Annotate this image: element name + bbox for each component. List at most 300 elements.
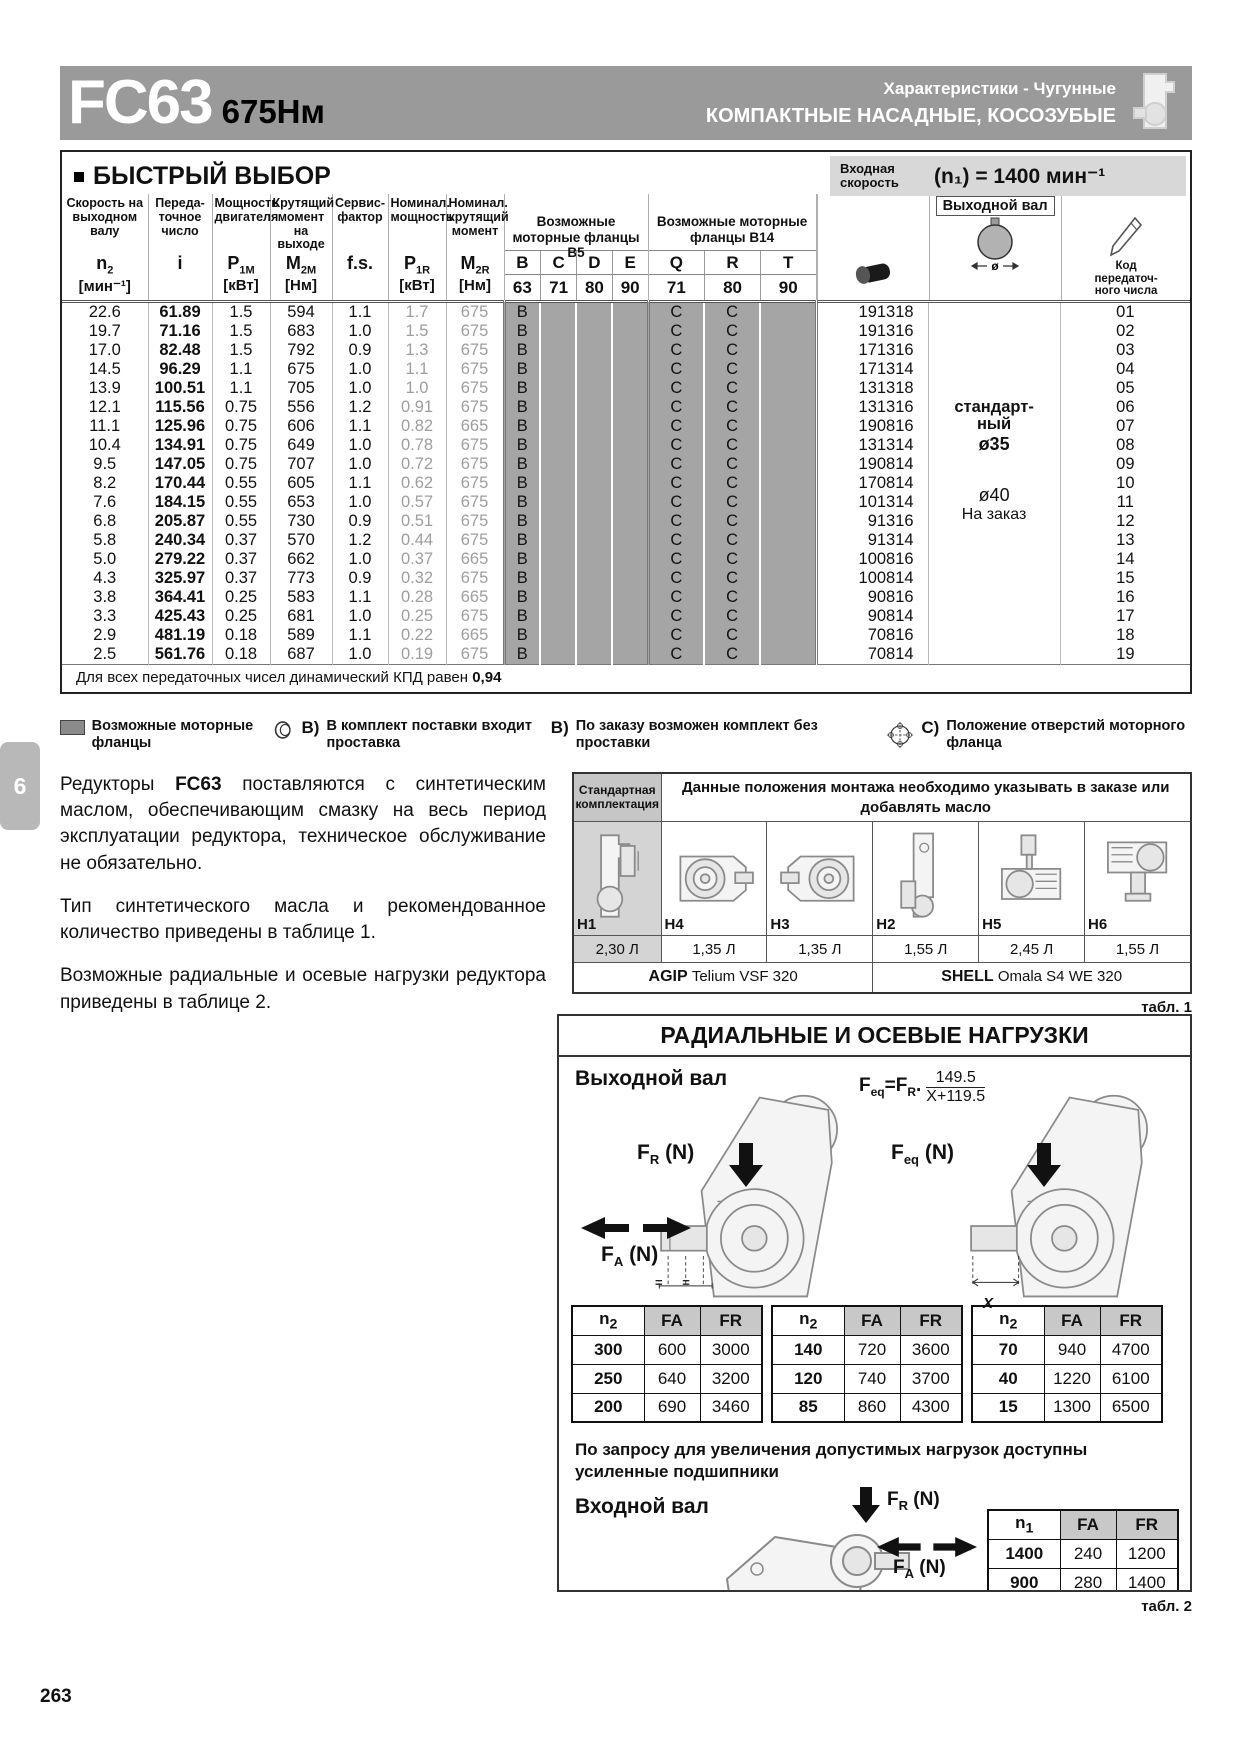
- col-title-p1m: Мощность двигателя: [214, 196, 279, 224]
- col-title-m2r: Номинал. крутящий момент: [448, 196, 509, 238]
- load-row: [572, 1393, 762, 1422]
- cell-n2: 2.5: [93, 645, 117, 663]
- cell-ratio: 115.56: [148, 398, 212, 417]
- input-speed-label: Входная скорость: [840, 161, 899, 190]
- cell-b14-80: C: [704, 607, 760, 626]
- cell-b14-90: [760, 322, 816, 341]
- cell-b5-90: [612, 302, 648, 323]
- cell-fs: 1.0: [332, 645, 388, 665]
- cell-order-code: 131316: [816, 398, 928, 417]
- load-fr: 4300: [900, 1393, 962, 1422]
- cell-ratio: 96.29: [148, 360, 212, 379]
- load-fr: 6500: [1100, 1393, 1162, 1422]
- cell-b14-80: C: [704, 512, 760, 531]
- cell-b5-63: B: [504, 322, 540, 341]
- cell-b5-90: [612, 607, 648, 626]
- oil-h4: 1,35 Л: [661, 936, 767, 963]
- cell-fs: 1.1: [332, 302, 388, 323]
- position-h3: H3: [767, 822, 873, 936]
- b14-flange-group-header: [648, 194, 816, 302]
- cell-m2m: 589: [270, 626, 332, 645]
- cell-m2r: 675: [446, 569, 504, 588]
- cell-m2r: 675: [446, 398, 504, 417]
- cell-b14-80: C: [704, 398, 760, 417]
- cell-p1r: 0.19: [388, 645, 446, 665]
- load-col-n2: $n_2$: [572, 1306, 644, 1335]
- cell-ratio-code: 01: [1060, 302, 1190, 323]
- cell-b5-71: [540, 322, 576, 341]
- b5-sizes-row: 63 71 80 90: [505, 274, 648, 300]
- cell-b5-90: [612, 455, 648, 474]
- cell-p1r: 0.28: [388, 588, 446, 607]
- mounting-note: Данные положения монтажа необходимо указывать в заказе или добавлять масло: [661, 773, 1191, 822]
- cell-n2: 3.3: [93, 607, 117, 625]
- cell-n2: 10.4: [88, 436, 121, 454]
- position-h4: H4: [661, 822, 767, 936]
- pencil-icon: [1109, 216, 1143, 260]
- cell-p1r: 0.44: [388, 531, 446, 550]
- shaft-note-d40: ø40: [978, 484, 1010, 505]
- cell-m2m: 662: [270, 550, 332, 569]
- cell-order-code: 70814: [816, 645, 928, 665]
- load-fa: 720: [844, 1335, 900, 1364]
- cell-p1m: 0.18: [212, 645, 270, 665]
- col-unit-fs: [333, 277, 388, 300]
- cell-p1r: 0.32: [388, 569, 446, 588]
- cell-ratio: 325.97: [148, 569, 212, 588]
- cell-b14-90: [760, 436, 816, 455]
- intro-text: [60, 772, 546, 1033]
- col-sym-ratio: i: [177, 253, 183, 273]
- input-fa-double-arrow: [877, 1535, 977, 1559]
- cell-b14-80: C: [704, 341, 760, 360]
- mounting-h1-icon: [574, 830, 660, 922]
- header-subtitle: [706, 79, 1116, 128]
- legend-flange-holes: [886, 718, 1192, 752]
- oil-brand-row: [573, 963, 1191, 993]
- cell-ratio: 364.41: [148, 588, 212, 607]
- cell-n2: 17.0: [88, 341, 121, 359]
- cell-p1r: 1.7: [388, 302, 446, 323]
- load-fr: 3000: [700, 1335, 762, 1364]
- shaft-end-icon: [817, 194, 929, 300]
- cell-b5-80: [576, 398, 612, 417]
- feq-formula: $F_{eq}=F_R$. $\frac{149.5}{X+119.5}$: [859, 1069, 986, 1105]
- gray-swatch-icon: [60, 720, 85, 735]
- cell-b5-80: [576, 417, 612, 436]
- cell-p1m: 1.5: [212, 341, 270, 360]
- legend-b1-text: В комплект поставки входит проставка: [326, 718, 532, 751]
- load-fr: 3460: [700, 1393, 762, 1422]
- cell-b5-90: [612, 588, 648, 607]
- cell-ratio: 71.16: [148, 322, 212, 341]
- intro-paragraph-1: Редукторы FC63 поставляются с синтетическим маслом, обеспечивающим смазку на весь период эксплуатации редуктора, техническое обслуживание не обязательно.: [60, 774, 546, 874]
- load-speed: 40: [972, 1364, 1044, 1393]
- cell-m2r: 675: [446, 436, 504, 455]
- cell-n2: 5.8: [93, 531, 117, 549]
- cell-b14-71: C: [648, 569, 704, 588]
- cell-m2r: 675: [446, 302, 504, 323]
- cell-b5-90: [612, 550, 648, 569]
- cell-m2m: 594: [270, 302, 332, 323]
- cell-order-code: 100814: [816, 569, 928, 588]
- cell-b14-71: C: [648, 379, 704, 398]
- cell-ratio: 61.89: [148, 302, 212, 323]
- cell-fs: 1.0: [332, 493, 388, 512]
- legend-row: [60, 718, 1192, 752]
- shaft-note-d35: ø35: [978, 433, 1010, 454]
- oil-brand-shell: SHELL Omala S4 WE 320: [873, 963, 1191, 993]
- col-unit-p1r: [кВт]: [399, 277, 435, 294]
- col-sym-p1m: $P_{1M}$: [227, 253, 255, 277]
- cell-m2m: 687: [270, 645, 332, 665]
- cell-p1r: 0.72: [388, 455, 446, 474]
- square-bullet-icon: [74, 172, 84, 182]
- cell-b14-71: C: [648, 645, 704, 665]
- cell-p1m: 1.1: [212, 379, 270, 398]
- cell-b5-80: [576, 379, 612, 398]
- quick-selection-title-text: БЫСТРЫЙ ВЫБОР: [93, 162, 331, 190]
- output-load-table-2: [771, 1305, 963, 1423]
- mounting-h3-icon: [777, 830, 863, 922]
- cell-b5-71: [540, 512, 576, 531]
- cell-b14-90: [760, 493, 816, 512]
- cell-p1m: 0.18: [212, 626, 270, 645]
- fr-force-label: $F_R$ (N): [637, 1141, 695, 1168]
- table2-caption: табл. 2: [1141, 1598, 1192, 1615]
- cell-b14-80: C: [704, 360, 760, 379]
- cell-b5-71: [540, 417, 576, 436]
- cell-fs: 1.2: [332, 531, 388, 550]
- output-shaft-section-label: Выходной вал: [575, 1067, 728, 1090]
- legend-no-spacer: [551, 718, 887, 751]
- feq-force-label: $F_{eq}$ (N): [891, 1141, 954, 1168]
- cell-b14-90: [760, 417, 816, 436]
- cell-b5-63: B: [504, 550, 540, 569]
- cell-fs: 1.1: [332, 474, 388, 493]
- cell-p1r: 1.0: [388, 379, 446, 398]
- cell-b5-71: [540, 379, 576, 398]
- fa-double-arrow: [581, 1215, 691, 1241]
- feq-down-arrow: [1025, 1143, 1063, 1189]
- cell-ratio: 205.87: [148, 512, 212, 531]
- load-col-fr: FR: [1116, 1510, 1178, 1539]
- load-col-fa: FA: [1060, 1510, 1116, 1539]
- cell-b5-80: [576, 455, 612, 474]
- cell-p1r: 0.37: [388, 550, 446, 569]
- col-header-m2m: [270, 194, 335, 302]
- b14-letters-row: Q R T: [649, 250, 816, 274]
- cell-b14-90: [760, 341, 816, 360]
- load-col-fr: FR: [900, 1306, 962, 1335]
- cell-m2m: 556: [270, 398, 332, 417]
- cell-b14-80: C: [704, 531, 760, 550]
- quick-selection-box: [60, 150, 1192, 694]
- cell-n2: 19.7: [88, 322, 121, 340]
- cell-n2: 11.1: [89, 417, 121, 435]
- cell-p1r: 0.82: [388, 417, 446, 436]
- cell-b14-71: C: [648, 474, 704, 493]
- cell-order-code: 171316: [816, 341, 928, 360]
- load-row: [772, 1364, 962, 1393]
- load-row: [988, 1539, 1178, 1568]
- cell-b14-80: C: [704, 550, 760, 569]
- cell-fs: 1.0: [332, 455, 388, 474]
- svg-text:ø: ø: [991, 259, 999, 273]
- cell-b14-90: [760, 588, 816, 607]
- load-fa: 1300: [1044, 1393, 1100, 1422]
- cell-b5-71: [540, 493, 576, 512]
- load-row: [972, 1335, 1162, 1364]
- load-row: [972, 1364, 1162, 1393]
- loads-title: РАДИАЛЬНЫЕ И ОСЕВЫЕ НАГРУЗКИ: [559, 1016, 1190, 1057]
- input-fr-force-label: $F_R$ (N): [887, 1489, 940, 1513]
- cell-n2: 6.8: [93, 512, 117, 530]
- middle-section: [60, 772, 1192, 1033]
- cell-b14-71: C: [648, 302, 704, 323]
- col-unit-ratio: [149, 277, 212, 300]
- cell-order-code: 90814: [816, 607, 928, 626]
- load-fr: 1400: [1116, 1568, 1178, 1592]
- cell-b14-80: C: [704, 436, 760, 455]
- cell-p1r: 1.5: [388, 322, 446, 341]
- col-title-fs: Сервис- фактор: [334, 196, 386, 224]
- cell-m2r: 675: [446, 474, 504, 493]
- legend-flanges-text: Возможные моторные фланцы: [91, 718, 254, 751]
- cell-b5-71: [540, 360, 576, 379]
- load-row: [772, 1393, 962, 1422]
- cell-m2r: 675: [446, 531, 504, 550]
- cell-b14-71: C: [648, 493, 704, 512]
- cell-b5-90: [612, 398, 648, 417]
- legend-flanges: [60, 718, 274, 751]
- legend-b1-mark: B): [301, 718, 320, 737]
- cell-m2r: 675: [446, 360, 504, 379]
- b5-letters-row: B C D E: [505, 250, 648, 274]
- col-sym-p1r: $P_{1R}$: [403, 253, 431, 277]
- cell-b14-71: C: [648, 531, 704, 550]
- load-fa: 640: [644, 1364, 700, 1393]
- cell-p1m: 0.75: [212, 398, 270, 417]
- load-col-n2: $n_2$: [772, 1306, 844, 1335]
- cell-b5-80: [576, 436, 612, 455]
- oil-h6: 1,55 Л: [1085, 936, 1192, 963]
- cell-fs: 0.9: [332, 569, 388, 588]
- cell-b5-90: [612, 493, 648, 512]
- load-speed: 1400: [988, 1539, 1060, 1568]
- col-unit-n2: [мин⁻¹]: [78, 278, 131, 295]
- load-row: [772, 1335, 962, 1364]
- cell-p1r: 0.22: [388, 626, 446, 645]
- cell-b5-80: [576, 302, 612, 323]
- cell-ratio-code: 18: [1060, 626, 1190, 645]
- load-row: [572, 1335, 762, 1364]
- cell-ratio-code: 12: [1060, 512, 1190, 531]
- spacer-ring-icon: [274, 718, 295, 742]
- cell-b14-90: [760, 550, 816, 569]
- cell-b5-71: [540, 531, 576, 550]
- b5-flange-group-header: [504, 194, 648, 302]
- col-header-ratio: [148, 194, 212, 302]
- cell-b5-80: [576, 360, 612, 379]
- quick-row-01: [62, 302, 1190, 323]
- cell-p1m: 0.25: [212, 588, 270, 607]
- position-h1: H1: [573, 822, 661, 936]
- load-col-fa: FA: [1044, 1306, 1100, 1335]
- oil-h2: 1,55 Л: [873, 936, 979, 963]
- cell-b14-80: C: [704, 417, 760, 436]
- cell-order-code: 191316: [816, 322, 928, 341]
- cell-b5-63: B: [504, 531, 540, 550]
- cell-m2r: 675: [446, 322, 504, 341]
- model-title: FC63: [68, 68, 212, 137]
- cell-p1m: 0.75: [212, 436, 270, 455]
- shaft-diameter-icon: [967, 216, 1023, 274]
- cell-b14-80: C: [704, 474, 760, 493]
- cell-m2m: 649: [270, 436, 332, 455]
- load-fa: 600: [644, 1335, 700, 1364]
- mounting-h4-icon: [671, 830, 757, 922]
- cell-ratio-code: 17: [1060, 607, 1190, 626]
- col-header-p1r: [388, 194, 454, 302]
- header-line1: Характеристики - Чугунные: [883, 78, 1116, 98]
- load-col-n1: $n_1$: [988, 1510, 1060, 1539]
- cell-ratio-code: 10: [1060, 474, 1190, 493]
- cell-order-code: 190814: [816, 455, 928, 474]
- cell-b5-90: [612, 360, 648, 379]
- cell-b14-90: [760, 360, 816, 379]
- cell-ratio: 82.48: [148, 341, 212, 360]
- cell-b5-71: [540, 474, 576, 493]
- input-speed-value: (n₁) = 1400 мин⁻¹: [934, 164, 1106, 188]
- cell-ratio-code: 04: [1060, 360, 1190, 379]
- cell-m2m: 570: [270, 531, 332, 550]
- cell-ratio-code: 13: [1060, 531, 1190, 550]
- legend-b2-mark: B): [550, 718, 569, 737]
- cell-m2m: 675: [270, 360, 332, 379]
- efficiency-footnote: Для всех передаточных чисел динамический КПД равен 0,94: [62, 665, 1190, 693]
- output-gearbox-drawing-1: [647, 1087, 867, 1307]
- cell-m2m: 705: [270, 379, 332, 398]
- cell-b5-63: B: [504, 436, 540, 455]
- cell-fs: 1.0: [332, 436, 388, 455]
- cell-b5-80: [576, 550, 612, 569]
- output-load-tables: [571, 1305, 1163, 1423]
- input-shaft-section-label: Входной вал: [575, 1495, 709, 1518]
- input-fa-force-label: $F_A$ (N): [893, 1557, 946, 1581]
- cell-b5-80: [576, 626, 612, 645]
- cell-fs: 0.9: [332, 341, 388, 360]
- cell-m2r: 675: [446, 341, 504, 360]
- cell-ratio: 100.51: [148, 379, 212, 398]
- cell-m2r: 665: [446, 626, 504, 645]
- cell-b5-63: B: [504, 417, 540, 436]
- cell-b5-63: B: [504, 607, 540, 626]
- cell-m2r: 665: [446, 417, 504, 436]
- cell-order-code: 100816: [816, 550, 928, 569]
- col-title-p1r: Номинал. мощность: [390, 196, 454, 224]
- ratio-code-label: Код передаточ-ного числа: [1094, 260, 1158, 298]
- legend-c-text: Положение отверстий моторного фланца: [946, 718, 1186, 751]
- load-col-n2: $n_2$: [972, 1306, 1044, 1335]
- oil-brand-agip: AGIP Telium VSF 320: [573, 963, 873, 993]
- cell-b5-90: [612, 417, 648, 436]
- cell-b5-63: B: [504, 588, 540, 607]
- cell-b5-63: B: [504, 455, 540, 474]
- cell-b5-63: B: [504, 379, 540, 398]
- cell-b14-71: C: [648, 417, 704, 436]
- chapter-tab: 6: [0, 742, 40, 830]
- gearbox-icon: [1130, 70, 1182, 137]
- cell-order-code: 70816: [816, 626, 928, 645]
- cell-b5-71: [540, 569, 576, 588]
- cell-b14-90: [760, 626, 816, 645]
- cell-b5-71: [540, 455, 576, 474]
- load-col-fa: FA: [644, 1306, 700, 1335]
- cell-n2: 4.3: [93, 569, 117, 587]
- oil-table: [572, 772, 1192, 994]
- cell-ratio: 279.22: [148, 550, 212, 569]
- cell-p1r: 0.25: [388, 607, 446, 626]
- cell-b14-90: [760, 531, 816, 550]
- cell-m2r: 675: [446, 455, 504, 474]
- cell-order-code: 131314: [816, 436, 928, 455]
- output-shaft-label-cell: [929, 194, 1061, 300]
- cell-b14-90: [760, 379, 816, 398]
- input-load-table: [987, 1509, 1179, 1592]
- cell-b5-90: [612, 512, 648, 531]
- cell-order-code: 191318: [816, 302, 928, 323]
- legend-b2-text: По заказу возможен комплект без проставки: [575, 718, 818, 751]
- cell-b14-71: C: [648, 550, 704, 569]
- cell-fs: 1.0: [332, 607, 388, 626]
- cell-b5-90: [612, 436, 648, 455]
- load-col-fr: FR: [1100, 1306, 1162, 1335]
- cell-b14-80: C: [704, 588, 760, 607]
- cell-m2m: 683: [270, 322, 332, 341]
- load-fr: 3700: [900, 1364, 962, 1393]
- cell-m2r: 675: [446, 607, 504, 626]
- cell-b5-80: [576, 607, 612, 626]
- cell-m2m: 707: [270, 455, 332, 474]
- col-header-n2: [62, 194, 148, 302]
- intro-paragraph-3: Возможные радиальные и осевые нагрузки редуктора приведены в таблице 2.: [60, 965, 546, 1013]
- cell-ratio: 240.34: [148, 531, 212, 550]
- col-sym-m2r: $M_{2R}$: [460, 253, 490, 277]
- output-gearbox-drawing-2: [957, 1087, 1177, 1307]
- cell-m2m: 583: [270, 588, 332, 607]
- cell-b5-63: B: [504, 398, 540, 417]
- fr-down-arrow: [727, 1143, 765, 1189]
- cell-m2m: 773: [270, 569, 332, 588]
- page-header: [60, 66, 1192, 140]
- mounting-h6-icon: [1095, 830, 1181, 922]
- cell-p1m: 1.5: [212, 302, 270, 323]
- cell-b14-80: C: [704, 322, 760, 341]
- load-fa: 1220: [1044, 1364, 1100, 1393]
- load-fr: 3200: [700, 1364, 762, 1393]
- cell-fs: 1.0: [332, 322, 388, 341]
- cell-p1r: 1.3: [388, 341, 446, 360]
- cell-n2: 13.9: [88, 379, 121, 397]
- cell-b14-71: C: [648, 626, 704, 645]
- load-col-fa: FA: [844, 1306, 900, 1335]
- ratio-code-header-cell: [1061, 194, 1191, 300]
- cell-b5-90: [612, 322, 648, 341]
- cell-b5-90: [612, 626, 648, 645]
- cell-b5-80: [576, 531, 612, 550]
- b14-sizes-row: 71 80 90: [649, 274, 816, 300]
